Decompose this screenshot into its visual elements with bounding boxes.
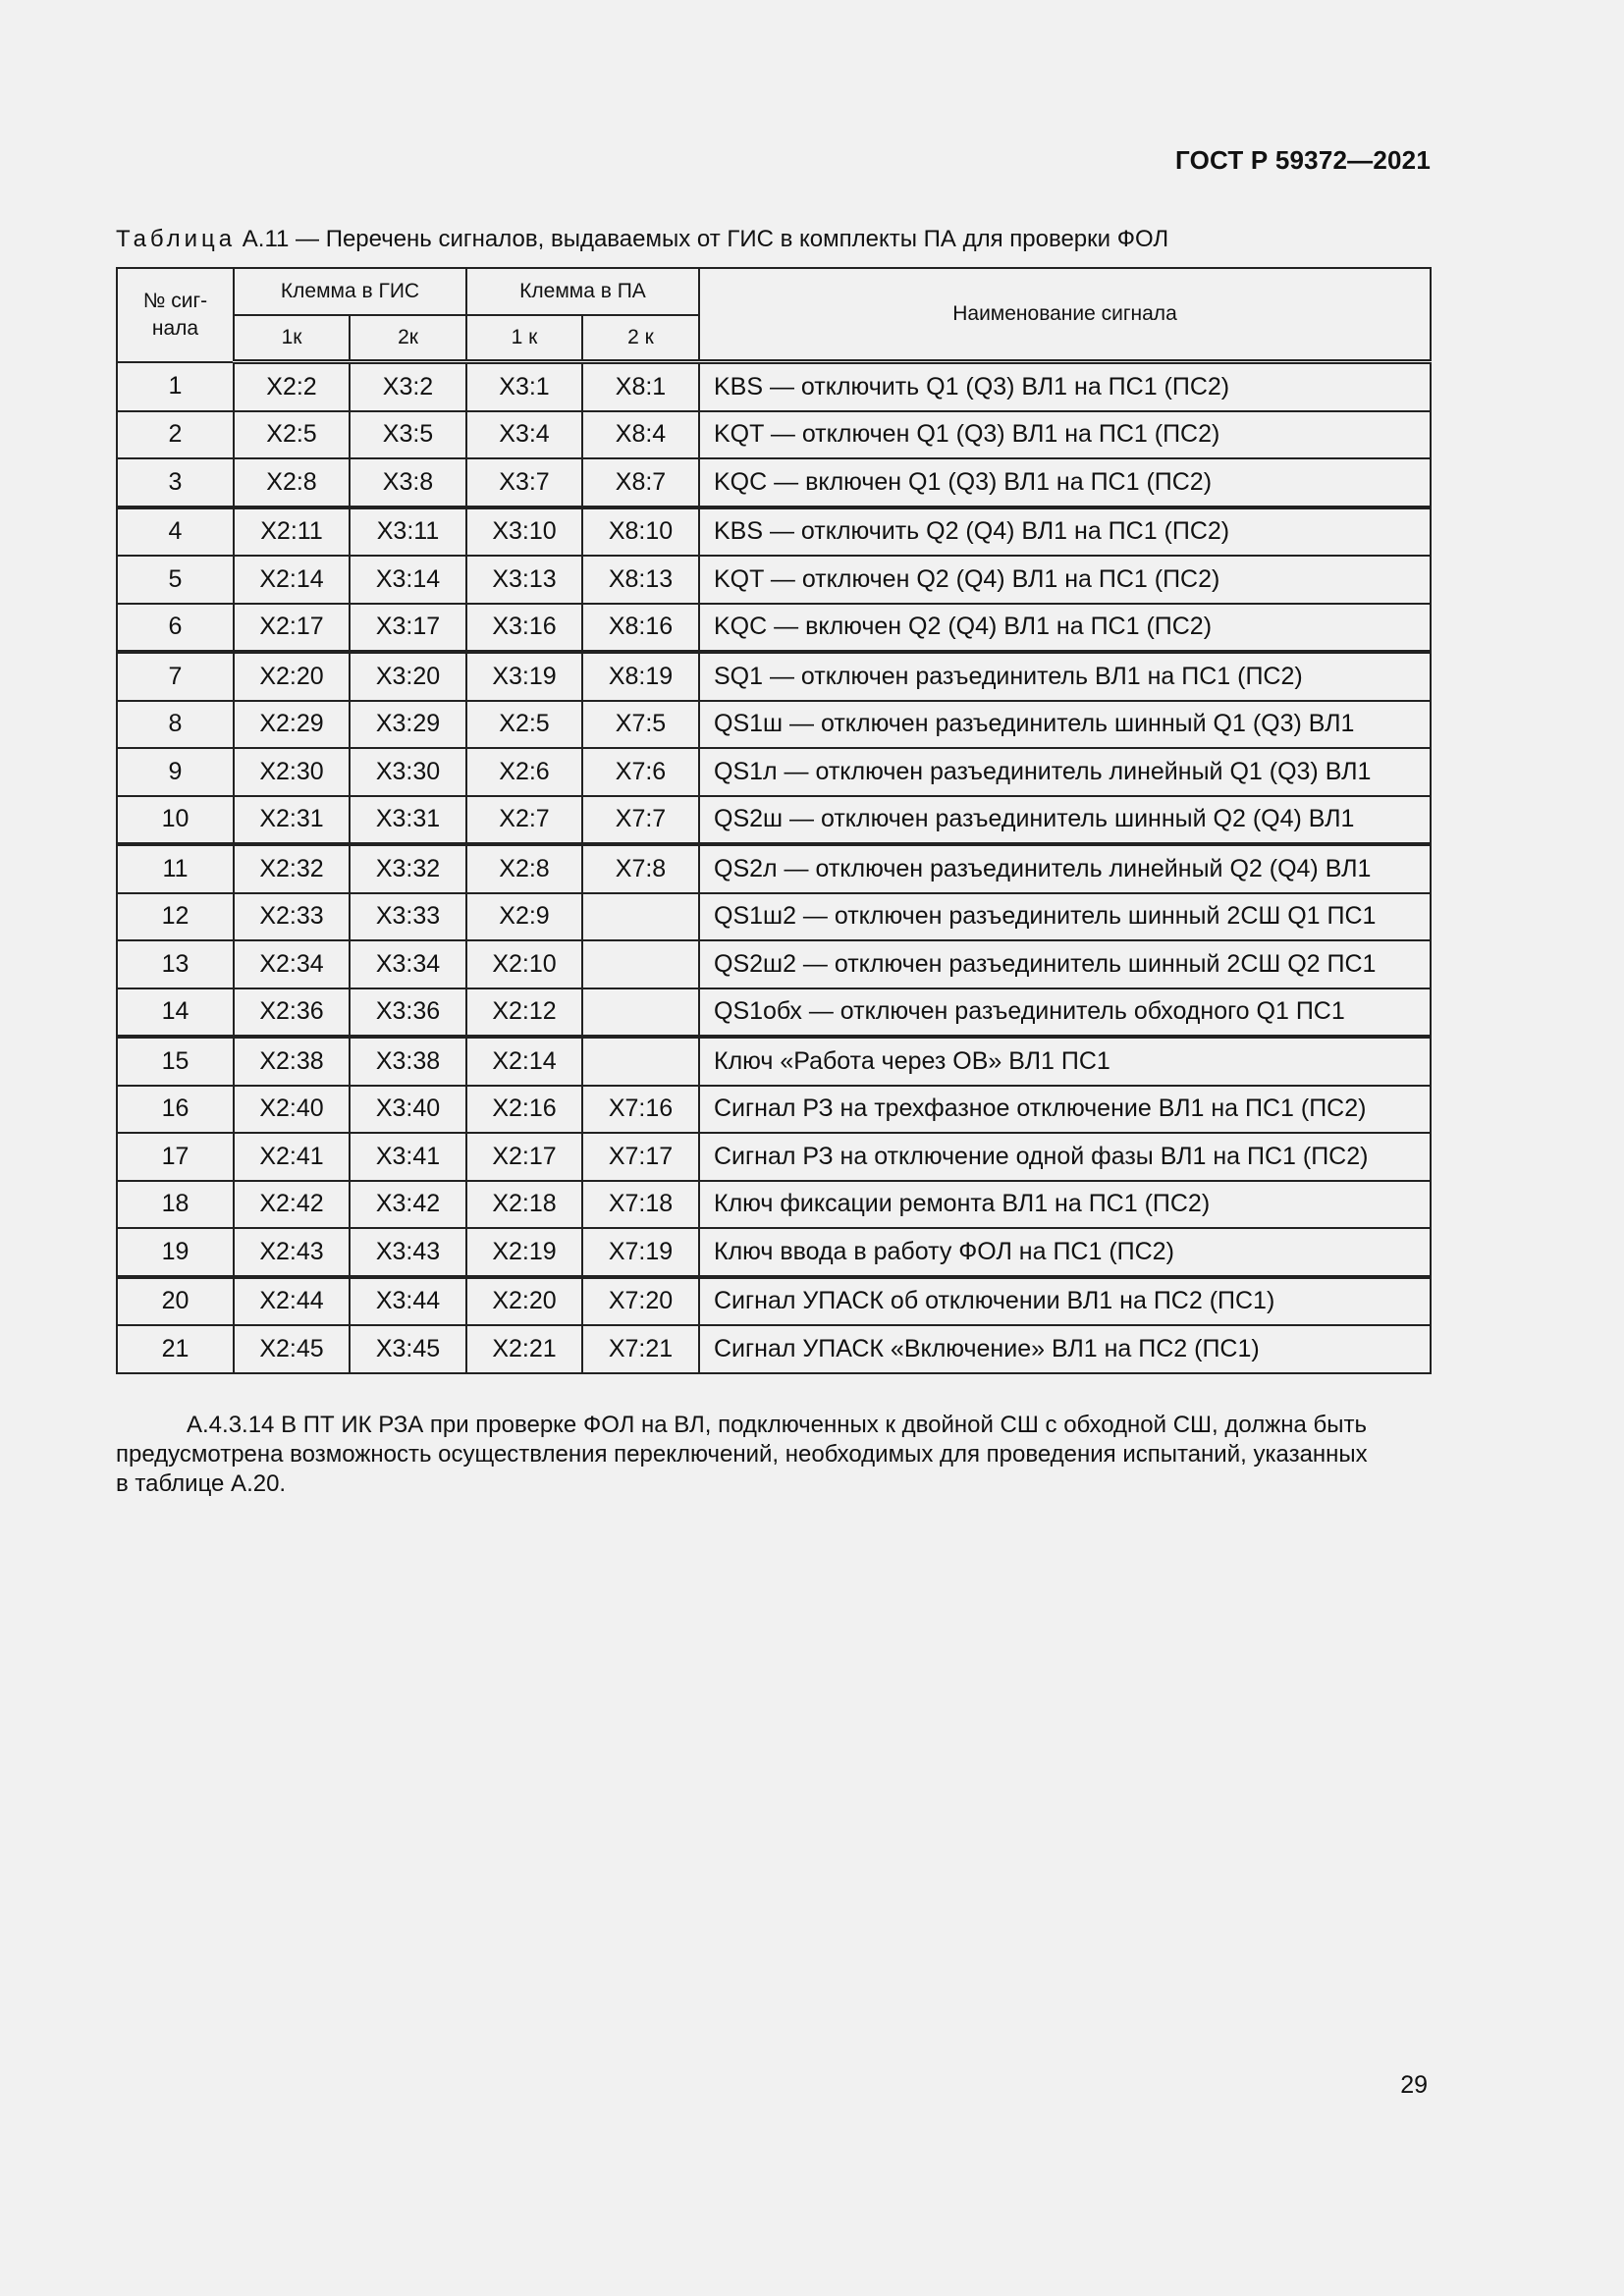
- pa-terminal-1k-cell: X2:14: [466, 1037, 582, 1086]
- pa-terminal-2k-cell: X7:18: [582, 1181, 699, 1229]
- table-row: [117, 893, 1431, 941]
- signal-name-cell: KBS — отключить Q1 (Q3) ВЛ1 на ПС1 (ПС2): [699, 362, 1431, 411]
- pa-terminal-2k-cell: [582, 1037, 699, 1086]
- signal-name-cell: QS1обх — отключен разъединитель обходного Q1 ПС1: [699, 988, 1431, 1038]
- pa-terminal-1k-cell: X3:7: [466, 458, 582, 507]
- gis-terminal-2k-cell: X3:17: [350, 604, 466, 653]
- pa-terminal-2k-cell: X8:19: [582, 652, 699, 701]
- pa-terminal-1k-cell: X2:6: [466, 748, 582, 796]
- table-row: [117, 1086, 1431, 1134]
- signal-number-cell: 14: [117, 988, 234, 1038]
- gis-terminal-1k-cell: X2:30: [234, 748, 350, 796]
- pa-terminal-1k-cell: X3:1: [466, 362, 582, 411]
- pa-terminal-1k-cell: X2:16: [466, 1086, 582, 1134]
- signal-number-cell: 3: [117, 458, 234, 507]
- gis-terminal-1k-cell: X2:14: [234, 556, 350, 604]
- header-terminal-gis: Клемма в ГИС: [234, 268, 466, 315]
- gis-terminal-1k-cell: X2:40: [234, 1086, 350, 1134]
- signal-name-cell: Сигнал УПАСК «Включение» ВЛ1 на ПС2 (ПС1): [699, 1325, 1431, 1373]
- gis-terminal-2k-cell: X3:8: [350, 458, 466, 507]
- header-signal-number: № сиг- нала: [117, 268, 234, 362]
- gis-terminal-2k-cell: X3:45: [350, 1325, 466, 1373]
- signal-name-cell: QS2л — отключен разъединитель линейный Q2 (Q4) ВЛ1: [699, 844, 1431, 893]
- gis-terminal-2k-cell: X3:14: [350, 556, 466, 604]
- signal-number-cell: 16: [117, 1086, 234, 1134]
- table-row: [117, 556, 1431, 604]
- table-row: [117, 1325, 1431, 1373]
- signal-name-cell: KBS — отключить Q2 (Q4) ВЛ1 на ПС1 (ПС2): [699, 507, 1431, 557]
- signal-name-cell: QS1л — отключен разъединитель линейный Q1 (Q3) ВЛ1: [699, 748, 1431, 796]
- gis-terminal-2k-cell: X3:11: [350, 507, 466, 557]
- pa-terminal-1k-cell: X2:7: [466, 796, 582, 845]
- gis-terminal-1k-cell: X2:38: [234, 1037, 350, 1086]
- gis-terminal-1k-cell: X2:5: [234, 411, 350, 459]
- pa-terminal-1k-cell: X2:10: [466, 940, 582, 988]
- pa-terminal-1k-cell: X3:4: [466, 411, 582, 459]
- gis-terminal-2k-cell: X3:44: [350, 1277, 466, 1326]
- table-row: [117, 940, 1431, 988]
- page-number: 29: [1400, 2071, 1428, 2099]
- pa-terminal-1k-cell: X2:5: [466, 701, 582, 749]
- table-row: [117, 411, 1431, 459]
- gis-terminal-2k-cell: X3:41: [350, 1133, 466, 1181]
- gis-terminal-1k-cell: X2:2: [234, 362, 350, 411]
- table-caption: [116, 226, 1168, 253]
- table-row: [117, 1277, 1431, 1326]
- table-row: [117, 1181, 1431, 1229]
- gis-terminal-2k-cell: X3:36: [350, 988, 466, 1038]
- signal-name-cell: Сигнал РЗ на трехфазное отключение ВЛ1 на ПС1 (ПС2): [699, 1086, 1431, 1134]
- pa-terminal-2k-cell: X8:1: [582, 362, 699, 411]
- pa-terminal-1k-cell: X2:20: [466, 1277, 582, 1326]
- pa-terminal-1k-cell: X2:12: [466, 988, 582, 1038]
- paragraph-line: в таблице А.20.: [116, 1470, 287, 1497]
- signal-name-cell: QS1ш2 — отключен разъединитель шинный 2СШ Q1 ПС1: [699, 893, 1431, 941]
- pa-terminal-2k-cell: [582, 940, 699, 988]
- pa-terminal-2k-cell: X7:17: [582, 1133, 699, 1181]
- signal-name-cell: KQC — включен Q1 (Q3) ВЛ1 на ПС1 (ПС2): [699, 458, 1431, 507]
- gis-terminal-2k-cell: X3:42: [350, 1181, 466, 1229]
- pa-terminal-1k-cell: X2:17: [466, 1133, 582, 1181]
- table-caption-text: А.11 — Перечень сигналов, выдаваемых от ГИС в комплекты ПА для проверки ФОЛ: [236, 226, 1169, 252]
- document-designation: ГОСТ Р 59372—2021: [1175, 145, 1431, 175]
- signal-name-cell: KQT — отключен Q2 (Q4) ВЛ1 на ПС1 (ПС2): [699, 556, 1431, 604]
- header-pa-1k: 1 к: [466, 315, 582, 362]
- signal-name-cell: Ключ ввода в работу ФОЛ на ПС1 (ПС2): [699, 1228, 1431, 1277]
- signal-number-cell: 2: [117, 411, 234, 459]
- table-row: [117, 796, 1431, 845]
- gis-terminal-1k-cell: X2:43: [234, 1228, 350, 1277]
- header-terminal-pa: Клемма в ПА: [466, 268, 699, 315]
- gis-terminal-1k-cell: X2:41: [234, 1133, 350, 1181]
- header-gis-2k: 2к: [350, 315, 466, 362]
- table-row: [117, 701, 1431, 749]
- signal-number-cell: 5: [117, 556, 234, 604]
- gis-terminal-1k-cell: X2:36: [234, 988, 350, 1038]
- signal-number-cell: 8: [117, 701, 234, 749]
- pa-terminal-2k-cell: X8:10: [582, 507, 699, 557]
- header-gis-1k: 1к: [234, 315, 350, 362]
- pa-terminal-1k-cell: X2:8: [466, 844, 582, 893]
- pa-terminal-2k-cell: X8:16: [582, 604, 699, 653]
- signal-number-cell: 7: [117, 652, 234, 701]
- signal-name-cell: KQC — включен Q2 (Q4) ВЛ1 на ПС1 (ПС2): [699, 604, 1431, 653]
- signal-name-cell: QS1ш — отключен разъединитель шинный Q1 (Q3) ВЛ1: [699, 701, 1431, 749]
- pa-terminal-2k-cell: [582, 893, 699, 941]
- signal-number-cell: 6: [117, 604, 234, 653]
- signal-number-cell: 20: [117, 1277, 234, 1326]
- gis-terminal-2k-cell: X3:33: [350, 893, 466, 941]
- signal-number-cell: 18: [117, 1181, 234, 1229]
- signal-name-cell: QS2ш — отключен разъединитель шинный Q2 (Q4) ВЛ1: [699, 796, 1431, 845]
- signal-name-cell: Ключ «Работа через ОВ» ВЛ1 ПС1: [699, 1037, 1431, 1086]
- gis-terminal-2k-cell: X3:20: [350, 652, 466, 701]
- gis-terminal-1k-cell: X2:44: [234, 1277, 350, 1326]
- table-row: [117, 362, 1431, 411]
- signal-number-cell: 1: [117, 362, 234, 411]
- table-row: [117, 604, 1431, 653]
- signal-name-cell: SQ1 — отключен разъединитель ВЛ1 на ПС1 (ПС2): [699, 652, 1431, 701]
- pa-terminal-1k-cell: X2:19: [466, 1228, 582, 1277]
- gis-terminal-1k-cell: X2:20: [234, 652, 350, 701]
- signal-number-cell: 10: [117, 796, 234, 845]
- pa-terminal-2k-cell: X7:20: [582, 1277, 699, 1326]
- pa-terminal-2k-cell: X7:21: [582, 1325, 699, 1373]
- header-pa-2k: 2 к: [582, 315, 699, 362]
- signal-number-cell: 15: [117, 1037, 234, 1086]
- table-row: [117, 988, 1431, 1038]
- paragraph-line: А.4.3.14 В ПТ ИК РЗА при проверке ФОЛ на ВЛ, подключенных к двойной СШ с обходной СШ, должна быть: [187, 1412, 1368, 1438]
- signal-number-cell: 9: [117, 748, 234, 796]
- gis-terminal-2k-cell: X3:29: [350, 701, 466, 749]
- gis-terminal-1k-cell: X2:31: [234, 796, 350, 845]
- table-row: [117, 652, 1431, 701]
- pa-terminal-2k-cell: X7:16: [582, 1086, 699, 1134]
- gis-terminal-2k-cell: X3:2: [350, 362, 466, 411]
- body-paragraph: [116, 1411, 1432, 1499]
- gis-terminal-1k-cell: X2:32: [234, 844, 350, 893]
- gis-terminal-1k-cell: X2:33: [234, 893, 350, 941]
- gis-terminal-2k-cell: X3:43: [350, 1228, 466, 1277]
- pa-terminal-2k-cell: X8:13: [582, 556, 699, 604]
- signal-number-cell: 4: [117, 507, 234, 557]
- gis-terminal-2k-cell: X3:32: [350, 844, 466, 893]
- gis-terminal-1k-cell: X2:34: [234, 940, 350, 988]
- table-row: [117, 748, 1431, 796]
- signal-name-cell: QS2ш2 — отключен разъединитель шинный 2СШ Q2 ПС1: [699, 940, 1431, 988]
- signal-name-cell: Сигнал РЗ на отключение одной фазы ВЛ1 на ПС1 (ПС2): [699, 1133, 1431, 1181]
- gis-terminal-2k-cell: X3:5: [350, 411, 466, 459]
- pa-terminal-2k-cell: X8:7: [582, 458, 699, 507]
- table-row: [117, 1228, 1431, 1277]
- table-row: [117, 458, 1431, 507]
- gis-terminal-2k-cell: X3:30: [350, 748, 466, 796]
- gis-terminal-1k-cell: X2:29: [234, 701, 350, 749]
- gis-terminal-2k-cell: X3:34: [350, 940, 466, 988]
- signal-name-cell: Ключ фиксации ремонта ВЛ1 на ПС1 (ПС2): [699, 1181, 1431, 1229]
- pa-terminal-1k-cell: X3:13: [466, 556, 582, 604]
- table-row: [117, 507, 1431, 557]
- signal-number-cell: 12: [117, 893, 234, 941]
- pa-terminal-2k-cell: X7:8: [582, 844, 699, 893]
- pa-terminal-2k-cell: X7:5: [582, 701, 699, 749]
- paragraph-line: предусмотрена возможность осуществления переключений, необходимых для проведения испытаний, указанных: [116, 1441, 1368, 1468]
- gis-terminal-1k-cell: X2:17: [234, 604, 350, 653]
- pa-terminal-2k-cell: X7:19: [582, 1228, 699, 1277]
- table-caption-prefix: Таблица: [116, 226, 237, 252]
- signal-number-cell: 19: [117, 1228, 234, 1277]
- header-signal-name: Наименование сигнала: [699, 268, 1431, 362]
- signal-number-cell: 13: [117, 940, 234, 988]
- gis-terminal-2k-cell: X3:40: [350, 1086, 466, 1134]
- gis-terminal-1k-cell: X2:42: [234, 1181, 350, 1229]
- gis-terminal-1k-cell: X2:8: [234, 458, 350, 507]
- signal-number-cell: 21: [117, 1325, 234, 1373]
- gis-terminal-1k-cell: X2:45: [234, 1325, 350, 1373]
- signal-name-cell: Сигнал УПАСК об отключении ВЛ1 на ПС2 (ПС1): [699, 1277, 1431, 1326]
- pa-terminal-2k-cell: X7:7: [582, 796, 699, 845]
- pa-terminal-1k-cell: X2:21: [466, 1325, 582, 1373]
- pa-terminal-2k-cell: [582, 988, 699, 1038]
- pa-terminal-2k-cell: X7:6: [582, 748, 699, 796]
- pa-terminal-2k-cell: X8:4: [582, 411, 699, 459]
- signal-number-cell: 11: [117, 844, 234, 893]
- table-row: [117, 1133, 1431, 1181]
- pa-terminal-1k-cell: X3:16: [466, 604, 582, 653]
- table-row: [117, 1037, 1431, 1086]
- gis-terminal-2k-cell: X3:38: [350, 1037, 466, 1086]
- signal-name-cell: KQT — отключен Q1 (Q3) ВЛ1 на ПС1 (ПС2): [699, 411, 1431, 459]
- gis-terminal-1k-cell: X2:11: [234, 507, 350, 557]
- table-row: [117, 844, 1431, 893]
- pa-terminal-1k-cell: X2:18: [466, 1181, 582, 1229]
- signals-table: [116, 267, 1432, 1374]
- gis-terminal-2k-cell: X3:31: [350, 796, 466, 845]
- pa-terminal-1k-cell: X3:10: [466, 507, 582, 557]
- pa-terminal-1k-cell: X2:9: [466, 893, 582, 941]
- signal-number-cell: 17: [117, 1133, 234, 1181]
- pa-terminal-1k-cell: X3:19: [466, 652, 582, 701]
